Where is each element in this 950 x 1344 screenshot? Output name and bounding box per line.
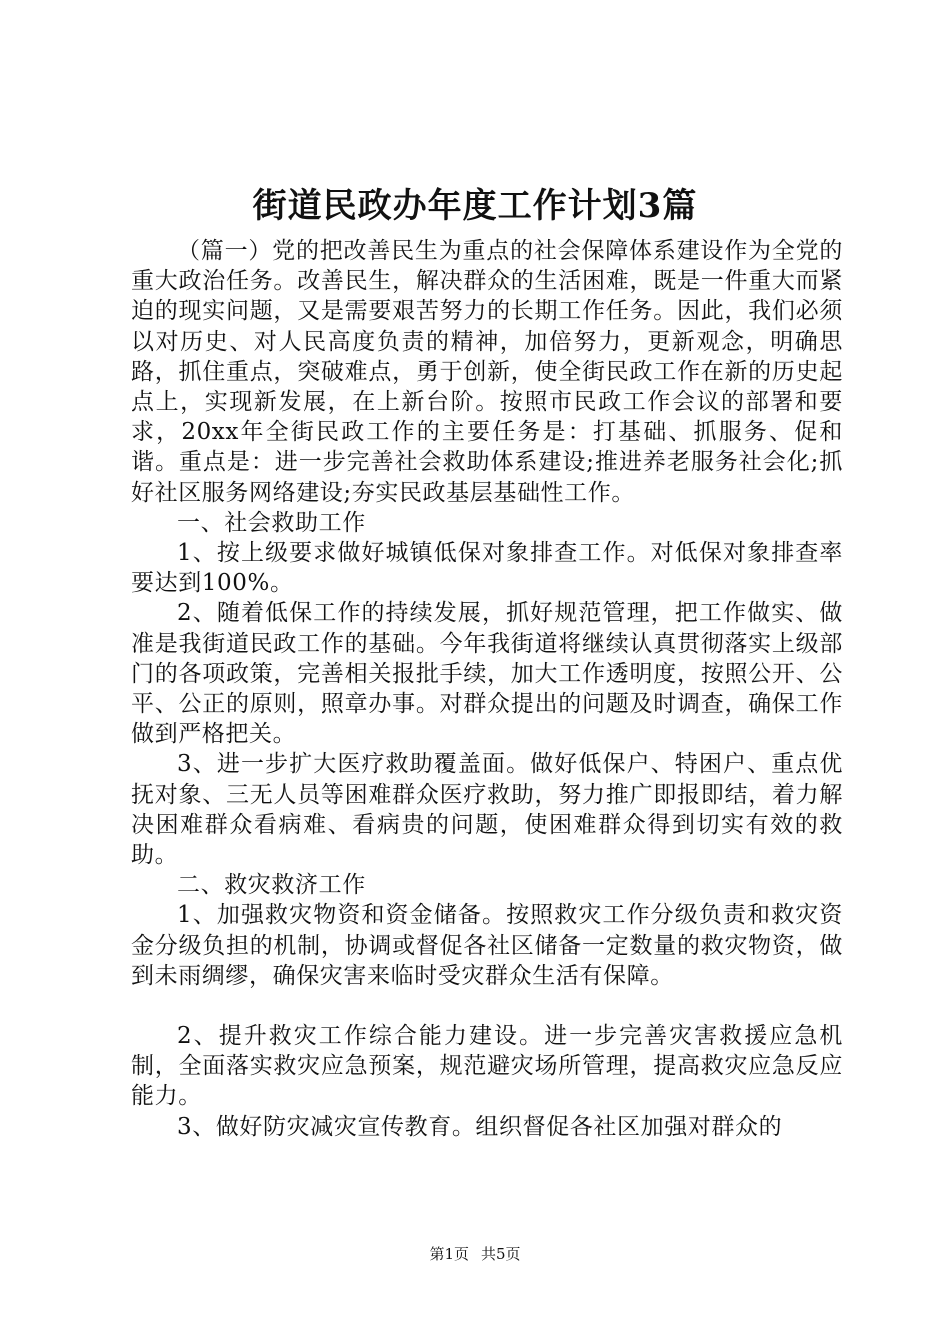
paragraph-item: 2、随着低保工作的持续发展，抓好规范管理，把工作做实、做准是我街道民政工作的基础。今年我街道将继续认真贯彻落实上级部门的各项政策，完善相关报批手续，加大工作透明度，按照公开、公平、公正的原则，照章办事。对群众提出的问题及时调查，确保工作做到严格把关。 (131, 600, 843, 748)
paragraph-gap (131, 991, 843, 1021)
paragraph-intro: （篇一）党的把改善民生为重点的社会保障体系建设作为全党的重大政治任务。改善民生，解决群众的生活困难，既是一件重大而紧迫的现实问题，又是需要艰苦努力的长期工作任务。因此，我们必须以对历史、对人民高度负责的精神，加倍努力，更新观念，明确思路，抓住重点，突破难点，勇于创新，使全街民政工作在新的历史起点上，实现新发展，在上新台阶。按照市民政工作会议的部署和要求，20xx年全街民政工作的主要任务是：打基础、抓服务、促和谐。重点是：进一步完善社会救助体系建设;推进养老服务社会化;抓好社区服务网络建设;夯实民政基层基础性工作。 (131, 238, 843, 506)
paragraph-item: 1、加强救灾物资和资金储备。按照救灾工作分级负责和救灾资金分级负担的机制，协调或督促各社区储备一定数量的救灾物资，做到未雨绸缪，确保灾害来临时受灾群众生活有保障。 (131, 902, 843, 989)
section-heading-disaster-relief: 二、救灾救济工作 (177, 872, 366, 899)
paragraph-item: 1、按上级要求做好城镇低保对象排查工作。对低保对象排查率要达到100%。 (131, 540, 843, 597)
paragraph-item: 3、做好防灾减灾宣传教育。组织督促各社区加强对群众的 (177, 1113, 783, 1140)
page-total: 共5页 (481, 1245, 521, 1263)
paragraph-item: 3、进一步扩大医疗救助覆盖面。做好低保户、特困户、重点优抚对象、三无人员等困难群众医疗救助，努力推广即报即结，着力解决困难群众看病难、看病贵的问题，使困难群众得到切实有效的救助。 (131, 751, 843, 869)
document-body (131, 236, 843, 1142)
document-title: 街道民政办年度工作计划3篇 (252, 186, 698, 226)
page-number: 第1页 (429, 1245, 469, 1263)
page-footer (0, 1244, 950, 1264)
paragraph-item: 2、提升救灾工作综合能力建设。进一步完善灾害救援应急机制，全面落实救灾应急预案，规范避灾场所管理，提高救灾应急反应能力。 (131, 1023, 843, 1110)
section-heading-social-assistance: 一、社会救助工作 (177, 509, 366, 536)
